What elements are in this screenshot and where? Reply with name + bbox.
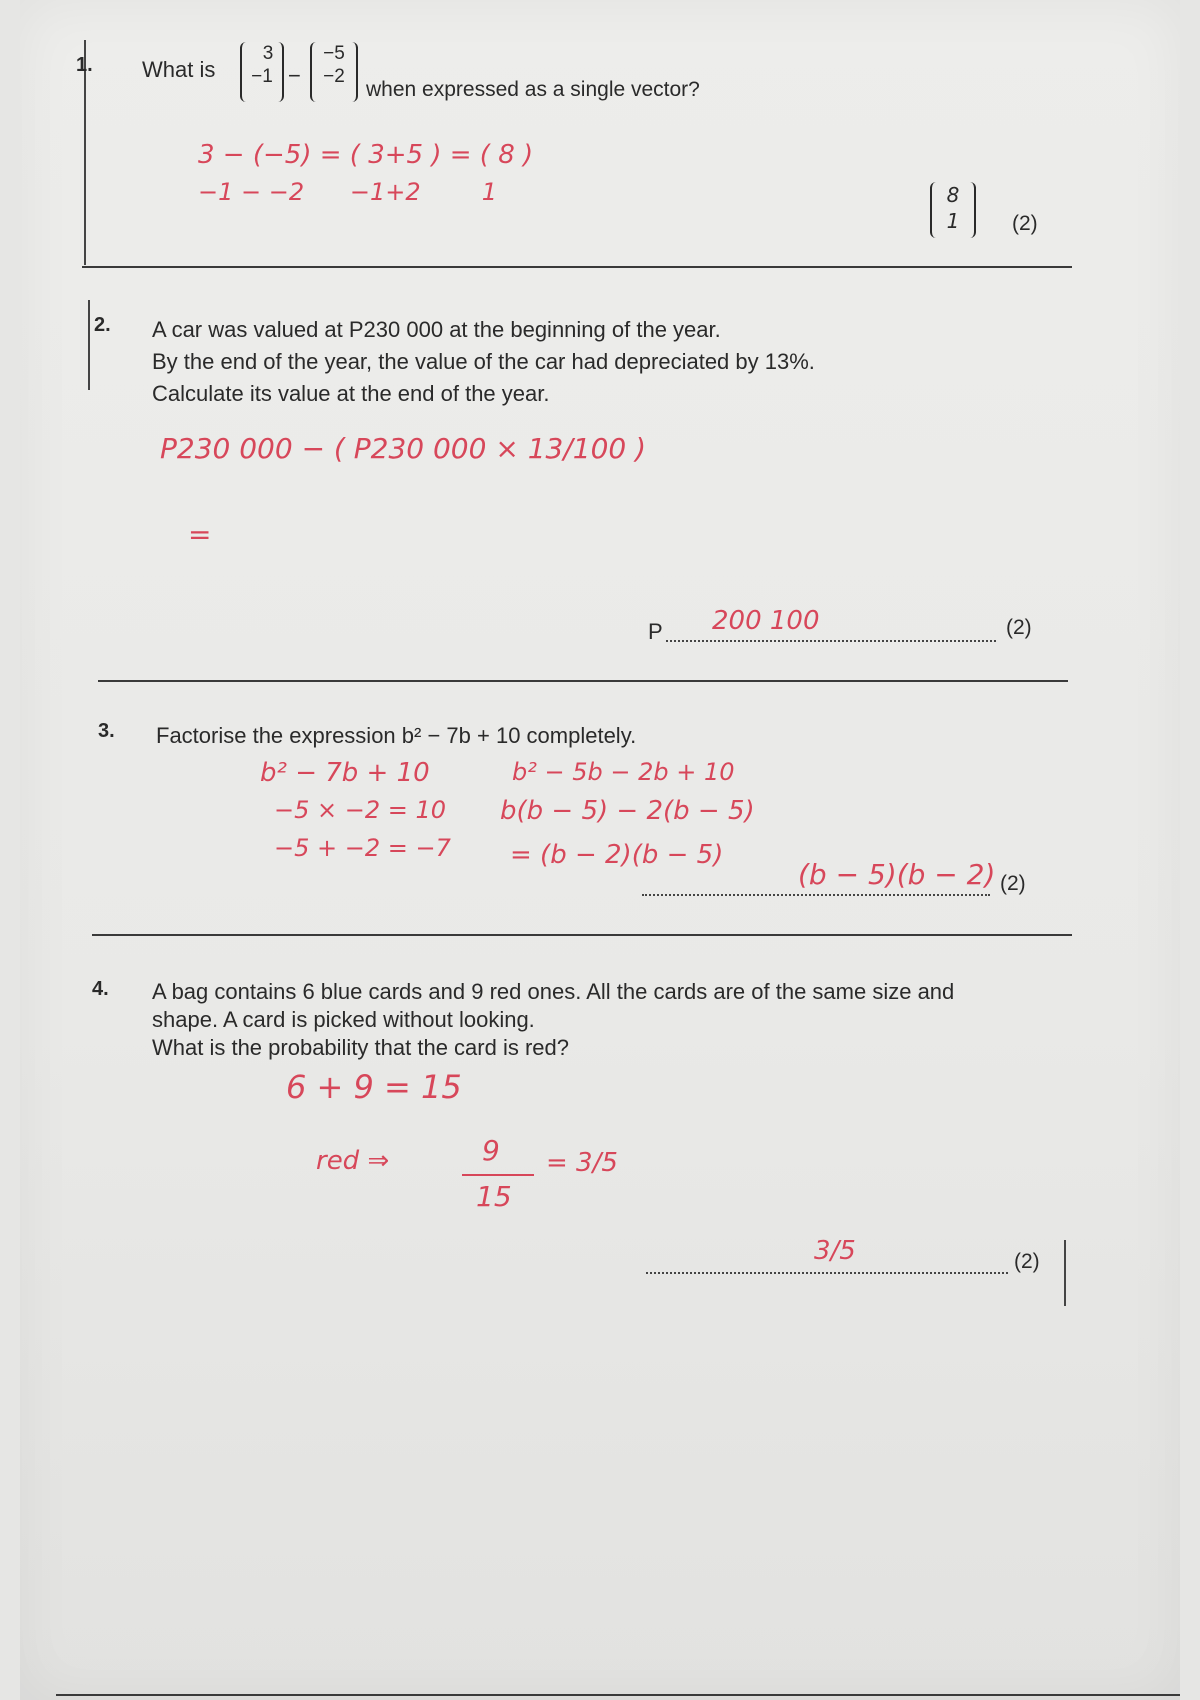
q3-work-right-1: b² − 5b − 2b + 10 — [512, 758, 735, 786]
q2-answer: 200 100 — [712, 606, 820, 636]
divider-2 — [98, 680, 1068, 682]
q1-prompt-a: What is — [142, 57, 216, 82]
q3-answer: (b − 5)(b − 2) — [798, 858, 996, 891]
q3-work-right-3: = (b − 2)(b − 5) — [510, 840, 724, 870]
q1-working-line1: 3 − (−5) = ( 3+5 ) = ( 8 ) — [198, 140, 534, 170]
q4-number: 4. — [92, 978, 109, 1000]
q2-line-2: By the end of the year, the value of the car had depreciated by 13%. — [152, 349, 815, 374]
q3-number: 3. — [98, 720, 115, 742]
q1-answer-top: 8 — [946, 183, 960, 207]
q3-answer-line — [642, 894, 990, 896]
q2-answer-line — [666, 640, 996, 642]
q4-marks: (2) — [1014, 1250, 1040, 1273]
q3-prompt: Factorise the expression b² − 7b + 10 completely. — [156, 723, 637, 748]
q1-vector-b-top: −5 — [323, 43, 345, 64]
q4-working-numerator: 9 — [482, 1134, 500, 1167]
q1-number: 1. — [76, 54, 93, 76]
exam-sheet — [20, 0, 1180, 1700]
q1-vector-a-top: 3 — [262, 43, 274, 64]
q1-vector-b — [310, 42, 358, 102]
q3-marks: (2) — [1000, 872, 1026, 895]
q4-line-2: shape. A card is picked without looking. — [152, 1007, 535, 1032]
q3-work-left-1: b² − 7b + 10 — [260, 758, 430, 788]
q2-marks: (2) — [1006, 616, 1032, 639]
q2-line-3: Calculate its value at the end of the year. — [152, 381, 550, 406]
q1-answer-vector — [930, 182, 976, 238]
q1-prompt-b: when expressed as a single vector? — [366, 78, 700, 101]
q2-number: 2. — [94, 314, 111, 336]
q1-marks: (2) — [1012, 212, 1038, 235]
q1-answer-bottom: 1 — [946, 209, 960, 233]
q4-working-denominator: 15 — [476, 1180, 512, 1213]
q4-line-3: What is the probability that the card is red? — [152, 1035, 569, 1060]
margin-line — [88, 300, 90, 390]
q2-working-line1: P230 000 − ( P230 000 × 13/100 ) — [160, 432, 647, 465]
q1-minus-sign: − — [288, 63, 301, 88]
q2-working-line2: = — [188, 518, 212, 551]
q4-answer-line — [646, 1272, 1008, 1274]
q4-working-label: red ⇒ — [316, 1146, 390, 1176]
q2-line-1: A car was valued at P230 000 at the beginning of the year. — [152, 317, 721, 342]
q1-vector-a-bottom: −1 — [251, 66, 273, 87]
divider-3 — [92, 934, 1072, 936]
margin-line-right — [1064, 1240, 1066, 1306]
q4-working-line1: 6 + 9 = 15 — [286, 1068, 462, 1106]
q1-working-line2: −1 − −2 −1+2 1 — [198, 178, 497, 206]
q3-work-right-2: b(b − 5) − 2(b − 5) — [500, 796, 755, 826]
q3-work-left-2: −5 × −2 = 10 — [274, 796, 447, 824]
page-bottom-border — [56, 1694, 1180, 1696]
q2-answer-prefix: P — [648, 619, 663, 644]
q3-work-left-3: −5 + −2 = −7 — [274, 834, 451, 862]
q1-vector-a — [240, 42, 284, 102]
q4-answer: 3/5 — [814, 1236, 856, 1266]
q4-working-result: = 3/5 — [546, 1148, 618, 1178]
divider-1 — [82, 266, 1072, 268]
q1-vector-b-bottom: −2 — [323, 66, 345, 87]
q4-line-1: A bag contains 6 blue cards and 9 red ones. All the cards are of the same size and — [152, 979, 955, 1004]
q4-fraction-bar — [462, 1174, 534, 1176]
